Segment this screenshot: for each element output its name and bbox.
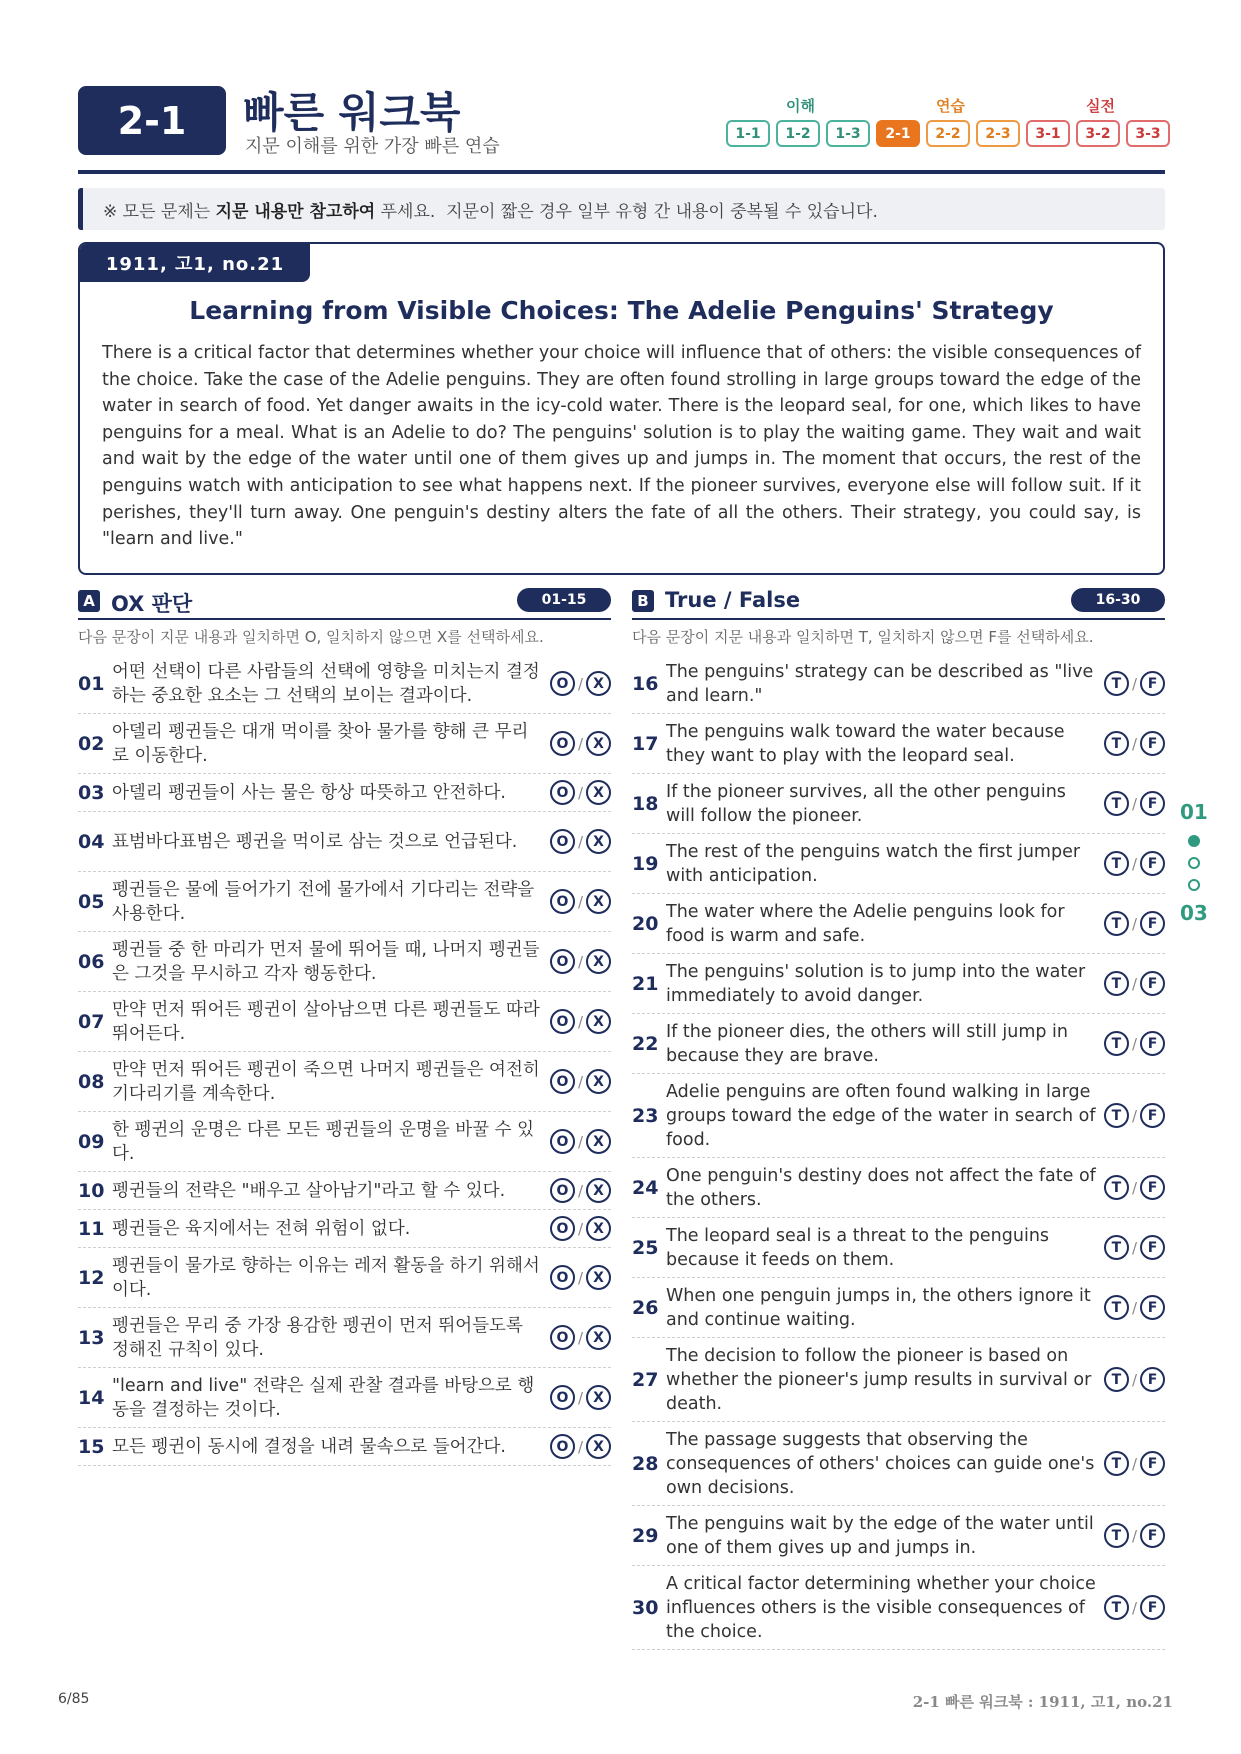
section-b-instruction: 다음 문장이 지문 내용과 일치하면 T, 일치하지 않으면 F를 선택하세요.	[632, 628, 1094, 646]
answer-choices	[1104, 971, 1165, 996]
question-row	[632, 834, 1165, 894]
answer-option-t[interactable]: T	[1104, 911, 1129, 936]
chapter-badge: 2-1	[78, 86, 226, 155]
side-nav-start: 01	[1180, 800, 1208, 824]
answer-choices	[550, 1434, 611, 1459]
answer-choices	[550, 1069, 611, 1094]
answer-option-o[interactable]: O	[550, 1216, 575, 1241]
question-text: 펭귄들은 무리 중 가장 용감한 펭귄이 먼저 뛰어들도록 정해진 규칙이 있다.	[112, 1315, 523, 1360]
answer-choices	[1104, 1523, 1165, 1548]
section-b-title: True / False	[665, 588, 801, 612]
question-number: 02	[78, 732, 105, 755]
answer-option-f[interactable]: F	[1140, 1235, 1165, 1260]
answer-option-f[interactable]: F	[1140, 1103, 1165, 1128]
answer-option-t[interactable]: T	[1104, 1031, 1129, 1056]
answer-option-f[interactable]: F	[1140, 911, 1165, 936]
option-separator: /	[577, 952, 583, 971]
question-number: 23	[632, 1104, 659, 1127]
question-number: 24	[632, 1176, 659, 1199]
notice-suffix: 푸세요. 지문이 짧은 경우 일부 유형 간 내용이 중복될 수 있습니다.	[375, 201, 878, 222]
question-text: 어떤 선택이 다른 사람들의 선택에 영향을 미치는지 결정하는 중요한 요소는 그 선택의 보이는 결과이다.	[112, 661, 540, 706]
answer-option-f[interactable]: F	[1140, 791, 1165, 816]
question-number: 17	[632, 732, 659, 755]
question-text: 모든 펭귄이 동시에 결정을 내려 물속으로 들어간다.	[112, 1436, 506, 1457]
answer-option-o[interactable]: O	[550, 1178, 575, 1203]
option-separator: /	[577, 1072, 583, 1091]
question-number: 25	[632, 1236, 659, 1259]
question-text: 아델리 펭귄들이 사는 물은 항상 따뜻하고 안전하다.	[112, 782, 506, 803]
header-divider	[78, 170, 1165, 174]
question-row	[632, 894, 1165, 954]
question-text: The decision to follow the pioneer is based on whether the pioneer's jump results in survival or death.	[666, 1345, 1092, 1414]
answer-choices	[1104, 1235, 1165, 1260]
question-number: 08	[78, 1070, 105, 1093]
answer-choices	[550, 731, 611, 756]
question-number: 30	[632, 1596, 659, 1619]
answer-option-f[interactable]: F	[1140, 1595, 1165, 1620]
option-separator: /	[577, 1268, 583, 1287]
section-a-instruction: 다음 문장이 지문 내용과 일치하면 O, 일치하지 않으면 X를 선택하세요.	[78, 628, 544, 646]
answer-option-x[interactable]: X	[586, 1325, 611, 1350]
answer-option-x[interactable]: X	[586, 889, 611, 914]
category-real: 실전	[1086, 97, 1115, 115]
question-text: The penguins wait by the edge of the water until one of them gives up and jumps in.	[666, 1513, 1094, 1558]
answer-option-x[interactable]: X	[586, 949, 611, 974]
answer-option-t[interactable]: T	[1104, 731, 1129, 756]
question-number: 26	[632, 1296, 659, 1319]
answer-option-o[interactable]: O	[550, 1129, 575, 1154]
answer-choices	[550, 1325, 611, 1350]
question-text: The penguins' solution is to jump into the water immediately to avoid danger.	[666, 961, 1086, 1006]
answer-choices	[1104, 1451, 1165, 1476]
question-row	[632, 1074, 1165, 1158]
question-row	[78, 1052, 611, 1112]
page-subtitle: 지문 이해를 위한 가장 빠른 연습	[245, 136, 500, 157]
answer-choices	[550, 780, 611, 805]
option-separator: /	[577, 892, 583, 911]
option-separator: /	[577, 1132, 583, 1151]
option-separator: /	[577, 1219, 583, 1238]
answer-option-t[interactable]: T	[1104, 1295, 1129, 1320]
answer-option-x[interactable]: X	[586, 1129, 611, 1154]
side-nav-end: 03	[1180, 901, 1208, 925]
question-number: 27	[632, 1368, 659, 1391]
question-number: 22	[632, 1032, 659, 1055]
answer-option-x[interactable]: X	[586, 1216, 611, 1241]
passage-body: There is a critical factor that determines whether your choice will influence that of others: the visible consequences of the choice. Take the case of the Adelie penguins. They are often found strolling in large groups toward the edge of the water in search of food. Yet danger awaits in the icy-cold water. There is the leopard seal, for one, which likes to have penguins for a meal. What is an Adelie to do? The penguins' solution is to play the waiting game. They wait and wait and wait by the edge of the water until one of them gives up and jumps in. The moment that occurs, the rest of the penguins watch with anticipation to see what happens next. If the pioneer survives, everyone else will follow suit. If it perishes, they'll turn away. One penguin's destiny alters the fate of all the others. Their strategy, you could say, is "learn and live."	[102, 343, 1141, 550]
tab-2-1[interactable]: 2-1	[876, 120, 920, 147]
question-row	[78, 1112, 611, 1172]
answer-option-f[interactable]: F	[1140, 971, 1165, 996]
question-number: 21	[632, 972, 659, 995]
question-text: 한 펭귄의 운명은 다른 모든 펭귄들의 운명을 바꿀 수 있다.	[112, 1119, 534, 1164]
answer-option-x[interactable]: X	[586, 1178, 611, 1203]
tab-3-3[interactable]: 3-3	[1126, 120, 1170, 147]
side-nav-dot-2[interactable]	[1188, 857, 1200, 869]
section-b-range: 16-30	[1071, 588, 1165, 612]
answer-option-f[interactable]: F	[1140, 1031, 1165, 1056]
answer-choices	[550, 1385, 611, 1410]
tab-3-1[interactable]: 3-1	[1026, 120, 1070, 147]
question-text: 펭귄들의 전략은 "배우고 살아남기"라고 할 수 있다.	[112, 1180, 506, 1201]
option-separator: /	[577, 1388, 583, 1407]
question-number: 09	[78, 1130, 105, 1153]
notice-bar	[78, 188, 1165, 230]
question-row	[632, 1422, 1165, 1506]
answer-choices	[550, 829, 611, 854]
option-separator: /	[577, 674, 583, 693]
question-number: 07	[78, 1010, 105, 1033]
tab-1-1[interactable]: 1-1	[726, 120, 770, 147]
answer-option-o[interactable]: O	[550, 1069, 575, 1094]
question-row	[78, 1210, 611, 1248]
page-title: 빠른 워크북	[243, 88, 461, 137]
page-number: 6/85	[58, 1691, 90, 1707]
question-number: 11	[78, 1217, 105, 1240]
answer-option-x[interactable]: X	[586, 671, 611, 696]
question-row	[632, 1218, 1165, 1278]
option-separator: /	[1131, 854, 1137, 873]
question-row	[632, 1566, 1165, 1650]
answer-option-t[interactable]: T	[1104, 1103, 1129, 1128]
answer-option-t[interactable]: T	[1104, 791, 1129, 816]
question-row	[78, 992, 611, 1052]
question-number: 16	[632, 672, 659, 695]
answer-choices	[550, 1216, 611, 1241]
answer-choices	[1104, 1295, 1165, 1320]
section-a-range: 01-15	[517, 588, 611, 612]
answer-option-x[interactable]: X	[586, 1009, 611, 1034]
section-b-badge: B	[632, 590, 654, 612]
category-practice: 연습	[936, 97, 965, 115]
answer-choices	[1104, 1103, 1165, 1128]
answer-option-t[interactable]: T	[1104, 1367, 1129, 1392]
question-row	[632, 1338, 1165, 1422]
question-text: One penguin's destiny does not affect the fate of the others.	[666, 1165, 1096, 1210]
answer-option-o[interactable]: O	[550, 949, 575, 974]
answer-choices	[1104, 791, 1165, 816]
question-text: The penguins' strategy can be described as "live and learn."	[666, 661, 1094, 706]
question-row	[632, 774, 1165, 834]
option-separator: /	[1131, 1370, 1137, 1389]
question-row	[78, 1308, 611, 1368]
question-number: 06	[78, 950, 105, 973]
option-separator: /	[1131, 974, 1137, 993]
question-row	[632, 1158, 1165, 1218]
level-tabs	[726, 120, 1170, 147]
section-a-badge: A	[78, 590, 100, 612]
question-text: 만약 먼저 뛰어든 펭귄이 살아남으면 다른 펭귄들도 따라 뛰어든다.	[112, 999, 540, 1044]
tab-2-3[interactable]: 2-3	[976, 120, 1020, 147]
option-separator: /	[1131, 794, 1137, 813]
answer-option-t[interactable]: T	[1104, 1175, 1129, 1200]
answer-option-t[interactable]: T	[1104, 851, 1129, 876]
answer-choices	[550, 1009, 611, 1034]
option-separator: /	[1131, 914, 1137, 933]
question-row	[78, 1368, 611, 1428]
question-text: If the pioneer dies, the others will still jump in because they are brave.	[666, 1021, 1069, 1066]
answer-option-f[interactable]: F	[1140, 671, 1165, 696]
question-row	[78, 1428, 611, 1466]
question-text: A critical factor determining whether your choice influences others is the visible consequences of the choice.	[666, 1573, 1096, 1642]
question-number: 12	[78, 1266, 105, 1289]
answer-option-o[interactable]: O	[550, 1325, 575, 1350]
answer-option-o[interactable]: O	[550, 829, 575, 854]
answer-option-f[interactable]: F	[1140, 851, 1165, 876]
question-row	[78, 774, 611, 812]
answer-option-f[interactable]: F	[1140, 1175, 1165, 1200]
option-separator: /	[1131, 1034, 1137, 1053]
question-row	[632, 954, 1165, 1014]
answer-option-o[interactable]: O	[550, 889, 575, 914]
question-number: 01	[78, 672, 105, 695]
answer-choices	[1104, 1031, 1165, 1056]
section-a-divider	[78, 618, 611, 620]
option-separator: /	[1131, 674, 1137, 693]
answer-choices	[550, 671, 611, 696]
answer-option-o[interactable]: O	[550, 1265, 575, 1290]
question-number: 05	[78, 890, 105, 913]
question-text: The passage suggests that observing the consequences of others' choices can guide one's own decisions.	[666, 1429, 1095, 1498]
question-row	[78, 932, 611, 992]
footer-reference: 2-1 빠른 워크북 : 1911, 고1, no.21	[912, 1693, 1173, 1711]
question-text: Adelie penguins are often found walking in large groups toward the edge of the water in search of food.	[666, 1081, 1096, 1150]
answer-choices	[550, 889, 611, 914]
question-row	[632, 1278, 1165, 1338]
option-separator: /	[577, 832, 583, 851]
question-number: 19	[632, 852, 659, 875]
question-text: If the pioneer survives, all the other penguins will follow the pioneer.	[666, 781, 1066, 826]
question-number: 20	[632, 912, 659, 935]
question-text: The water where the Adelie penguins look for food is warm and safe.	[666, 901, 1065, 946]
answer-option-t[interactable]: T	[1104, 1451, 1129, 1476]
question-row	[78, 872, 611, 932]
question-text: When one penguin jumps in, the others ignore it and continue waiting.	[666, 1285, 1091, 1330]
answer-choices	[550, 1129, 611, 1154]
answer-option-f[interactable]: F	[1140, 1295, 1165, 1320]
answer-option-o[interactable]: O	[550, 780, 575, 805]
answer-option-o[interactable]: O	[550, 1385, 575, 1410]
question-row	[78, 1172, 611, 1210]
answer-choices	[1104, 851, 1165, 876]
question-number: 15	[78, 1435, 105, 1458]
question-number: 29	[632, 1524, 659, 1547]
question-row	[632, 714, 1165, 774]
answer-option-f[interactable]: F	[1140, 1367, 1165, 1392]
question-text: 아델리 펭귄들은 대개 먹이를 찾아 물가를 향해 큰 무리로 이동한다.	[112, 721, 529, 766]
answer-option-t[interactable]: T	[1104, 1523, 1129, 1548]
question-text: 펭귄들은 육지에서는 전혀 위험이 없다.	[112, 1218, 411, 1239]
option-separator: /	[577, 1328, 583, 1347]
answer-choices	[1104, 911, 1165, 936]
option-separator: /	[1131, 734, 1137, 753]
question-text: "learn and live" 전략은 실제 관찰 결과를 바탕으로 행동을 결정하는 것이다.	[112, 1375, 535, 1420]
answer-option-t[interactable]: T	[1104, 671, 1129, 696]
answer-option-x[interactable]: X	[586, 1385, 611, 1410]
answer-choices	[550, 1265, 611, 1290]
question-number: 28	[632, 1452, 659, 1475]
answer-option-f[interactable]: F	[1140, 1451, 1165, 1476]
tab-1-3[interactable]: 1-3	[826, 120, 870, 147]
question-row	[78, 812, 611, 872]
answer-option-t[interactable]: T	[1104, 1235, 1129, 1260]
option-separator: /	[577, 1012, 583, 1031]
answer-option-x[interactable]: X	[586, 1434, 611, 1459]
option-separator: /	[1131, 1454, 1137, 1473]
option-separator: /	[1131, 1178, 1137, 1197]
question-text: The leopard seal is a threat to the penguins because it feeds on them.	[666, 1225, 1050, 1270]
notice-bold: 지문 내용만 참고하여	[215, 201, 376, 222]
option-separator: /	[1131, 1238, 1137, 1257]
question-text: 표범바다표범은 펭귄을 먹이로 삼는 것으로 언급된다.	[112, 831, 518, 852]
answer-choices	[550, 1178, 611, 1203]
question-row	[78, 714, 611, 774]
section-a-questions	[78, 654, 611, 1466]
answer-option-o[interactable]: O	[550, 731, 575, 756]
answer-choices	[1104, 671, 1165, 696]
section-b-divider	[632, 618, 1165, 620]
section-b-header	[632, 588, 1165, 618]
answer-option-x[interactable]: X	[586, 780, 611, 805]
question-text: 펭귄들이 물가로 향하는 이유는 레저 활동을 하기 위해서이다.	[112, 1255, 540, 1300]
answer-option-o[interactable]: O	[550, 671, 575, 696]
tab-3-2[interactable]: 3-2	[1076, 120, 1120, 147]
question-row	[78, 654, 611, 714]
question-row	[632, 1014, 1165, 1074]
question-number: 18	[632, 792, 659, 815]
category-understand: 이해	[786, 97, 815, 115]
answer-choices	[1104, 1175, 1165, 1200]
question-row	[632, 654, 1165, 714]
answer-choices	[1104, 1595, 1165, 1620]
question-number: 03	[78, 781, 105, 804]
question-text: 만약 먼저 뛰어든 펭귄이 죽으면 나머지 펭귄들은 여전히 기다리기를 계속한다.	[112, 1059, 540, 1104]
question-text: 펭귄들 중 한 마리가 먼저 물에 뛰어들 때, 나머지 펭귄들은 그것을 무시하고 각자 행동한다.	[112, 939, 540, 984]
source-tag: 1911, 고1, no.21	[80, 244, 310, 282]
answer-choices	[550, 949, 611, 974]
answer-option-o[interactable]: O	[550, 1434, 575, 1459]
question-row	[78, 1248, 611, 1308]
option-separator: /	[577, 734, 583, 753]
answer-option-o[interactable]: O	[550, 1009, 575, 1034]
option-separator: /	[577, 783, 583, 802]
question-text: 펭귄들은 물에 들어가기 전에 물가에서 기다리는 전략을 사용한다.	[112, 879, 535, 924]
section-a-title: OX 판단	[111, 592, 193, 616]
notice-prefix: ※ 모든 문제는	[103, 201, 216, 222]
passage-box	[78, 242, 1165, 575]
question-number: 14	[78, 1386, 105, 1409]
answer-option-x[interactable]: X	[586, 1069, 611, 1094]
option-separator: /	[1131, 1298, 1137, 1317]
section-a-header	[78, 588, 611, 618]
question-row	[632, 1506, 1165, 1566]
option-separator: /	[577, 1181, 583, 1200]
tab-1-2[interactable]: 1-2	[776, 120, 820, 147]
option-separator: /	[1131, 1106, 1137, 1125]
answer-option-t[interactable]: T	[1104, 971, 1129, 996]
section-b-questions	[632, 654, 1165, 1650]
answer-option-x[interactable]: X	[586, 829, 611, 854]
side-nav-dot-3[interactable]	[1188, 879, 1200, 891]
answer-option-f[interactable]: F	[1140, 731, 1165, 756]
passage-title: Learning from Visible Choices: The Adelie Penguins' Strategy	[189, 296, 1054, 325]
question-number: 04	[78, 830, 105, 853]
answer-option-f[interactable]: F	[1140, 1523, 1165, 1548]
option-separator: /	[1131, 1598, 1137, 1617]
option-separator: /	[577, 1437, 583, 1456]
answer-choices	[1104, 731, 1165, 756]
answer-choices	[1104, 1367, 1165, 1392]
side-nav-dot-1[interactable]	[1188, 835, 1200, 847]
question-number: 10	[78, 1179, 105, 1202]
answer-option-x[interactable]: X	[586, 731, 611, 756]
question-text: The rest of the penguins watch the first jumper with anticipation.	[666, 841, 1081, 886]
question-number: 13	[78, 1326, 105, 1349]
option-separator: /	[1131, 1526, 1137, 1545]
answer-option-x[interactable]: X	[586, 1265, 611, 1290]
tab-2-2[interactable]: 2-2	[926, 120, 970, 147]
question-text: The penguins walk toward the water because they want to play with the leopard seal.	[666, 721, 1065, 766]
answer-option-t[interactable]: T	[1104, 1595, 1129, 1620]
